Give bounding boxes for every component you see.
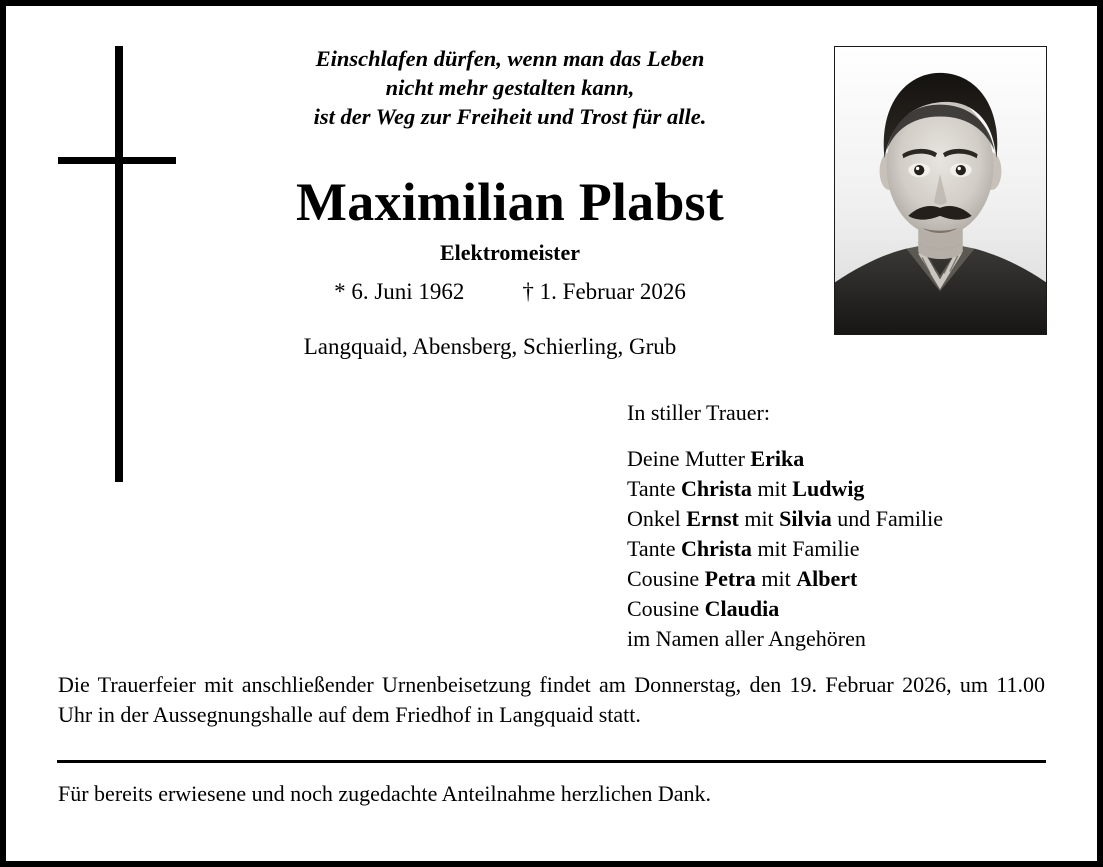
ceremony-details-text: Die Trauerfeier mit anschließender Urnenbeisetzung findet am Donnerstag, den 19. Februar 2026, um 11.00 Uhr in der Aussegnungshalle auf dem Friedhof in Langquaid statt. bbox=[58, 672, 1045, 727]
portrait-photo-image bbox=[835, 47, 1046, 334]
mourners-heading: In stiller Trauer: bbox=[627, 400, 770, 425]
mourner-line bbox=[627, 594, 1057, 624]
cross-horizontal-bar bbox=[58, 157, 176, 164]
mourner-relation: Cousine bbox=[627, 566, 705, 591]
mourner-name: Albert bbox=[796, 566, 858, 591]
mourner-name: Claudia bbox=[704, 596, 780, 621]
death-date: † 1. Februar 2026 bbox=[522, 279, 686, 304]
epigraph-line-3: ist der Weg zur Freiheit und Trost für alle. bbox=[313, 104, 707, 129]
deceased-life-dates bbox=[180, 278, 840, 306]
mourner-name: Petra bbox=[704, 566, 756, 591]
mourner-name: Silvia bbox=[779, 506, 832, 531]
epigraph-verse bbox=[200, 44, 820, 131]
mourner-line bbox=[627, 534, 1057, 564]
mourner-relation: mit bbox=[751, 476, 793, 501]
mourner-name: Christa bbox=[681, 536, 752, 561]
mourner-relation: Tante bbox=[627, 476, 682, 501]
mourners-block bbox=[627, 398, 1057, 654]
mourner-name: Ludwig bbox=[792, 476, 865, 501]
cross-vertical-bar bbox=[115, 46, 123, 482]
mourner-name: Erika bbox=[750, 446, 805, 471]
mourner-line bbox=[627, 504, 1057, 534]
mourner-relation: und Familie bbox=[831, 506, 943, 531]
section-divider bbox=[57, 760, 1046, 763]
mourner-name: Christa bbox=[681, 476, 752, 501]
epigraph-line-1: Einschlafen dürfen, wenn man das Leben bbox=[315, 46, 705, 71]
portrait-photo bbox=[834, 46, 1047, 335]
mourner-relation: im Namen aller Angehören bbox=[627, 626, 866, 651]
christian-cross-icon bbox=[58, 46, 176, 482]
mourner-line bbox=[627, 564, 1057, 594]
mourner-relation: Onkel bbox=[627, 506, 687, 531]
epigraph-line-2: nicht mehr gestalten kann, bbox=[385, 75, 635, 100]
deceased-places: Langquaid, Abensberg, Schierling, Grub bbox=[303, 334, 677, 359]
mourner-relation: mit bbox=[755, 566, 797, 591]
mourner-relation: mit bbox=[738, 506, 780, 531]
mourner-relation: mit Familie bbox=[751, 536, 860, 561]
mourner-line bbox=[627, 624, 1057, 654]
deceased-name-block bbox=[180, 172, 840, 306]
mourner-relation: Deine Mutter bbox=[627, 446, 751, 471]
mourner-relation: Tante bbox=[627, 536, 682, 561]
mourner-name: Ernst bbox=[686, 506, 739, 531]
mourner-line bbox=[627, 444, 1057, 474]
deceased-profession: Elektromeister bbox=[439, 240, 581, 265]
mourners-list bbox=[627, 444, 1057, 654]
deceased-name: Maximilian Plabst bbox=[296, 172, 724, 232]
thanks-text: Für bereits erwiesene und noch zugedachte Anteilnahme herzlichen Dank. bbox=[58, 781, 712, 806]
mourner-line bbox=[627, 474, 1057, 504]
birth-date: * 6. Juni 1962 bbox=[334, 279, 465, 304]
mourner-relation: Cousine bbox=[627, 596, 705, 621]
